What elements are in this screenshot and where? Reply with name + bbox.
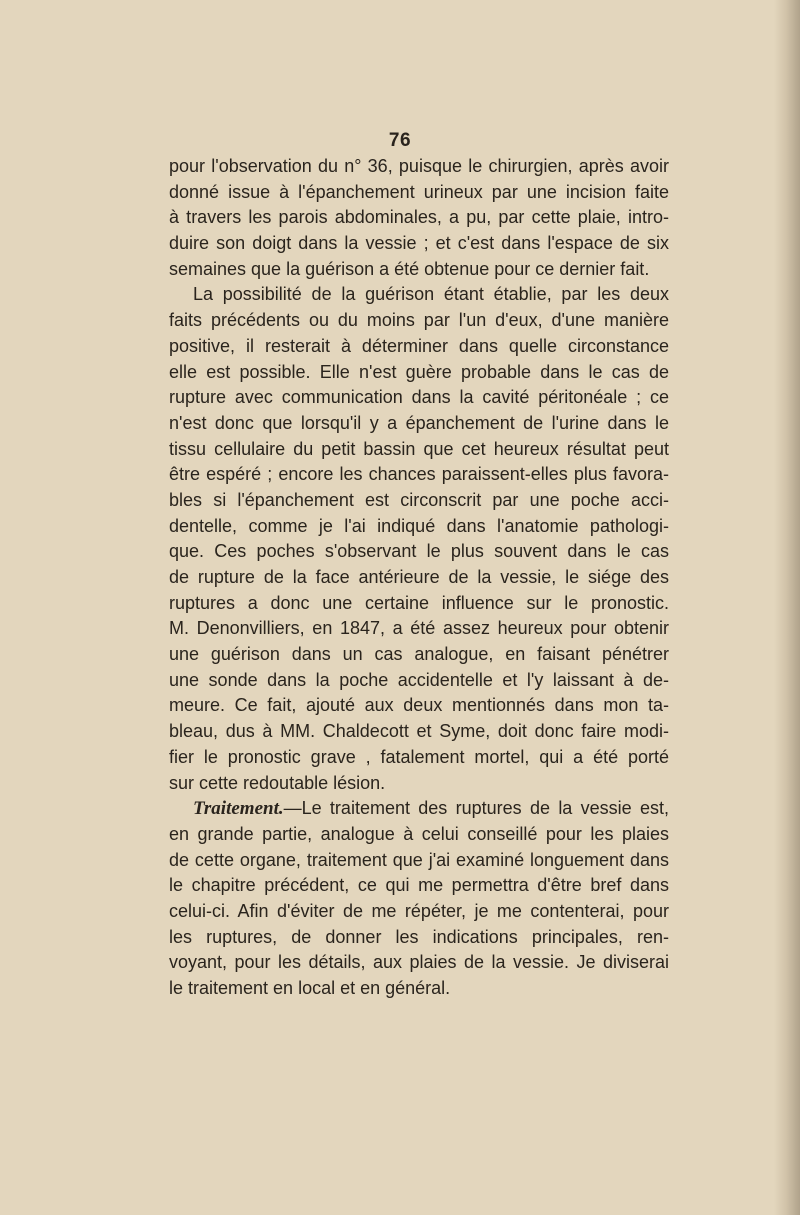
text-line: rupture avec communication dans la cavité péritonéale ; ce	[169, 387, 669, 408]
text-line: donné issue à l'épanchement urineux par une incision faite	[169, 181, 669, 202]
text-line: sur cette redoutable lésion.	[169, 772, 386, 793]
text-line: bleau, dus à MM. Chaldecott et Syme, doit donc faire modi-	[169, 721, 669, 742]
paragraph	[169, 154, 669, 282]
text-line: duire son doigt dans la vessie ; et c'est dans l'espace de six	[169, 233, 669, 254]
text-line: M. Denonvilliers, en 1847, a été assez heureux pour obtenir	[169, 618, 669, 639]
text-line: faits précédents ou du moins par l'un d'eux, d'une manière	[169, 310, 669, 331]
text-line: de cette organe, traitement que j'ai examiné longuement dans	[169, 849, 669, 870]
text-line: ruptures a donc une certaine influence sur le pronostic.	[169, 592, 669, 613]
text-line: bles si l'épanchement est circonscrit par une poche acci-	[169, 489, 669, 510]
text-line: une sonde dans la poche accidentelle et l'y laissant à de-	[169, 669, 669, 690]
text-line: de rupture de la face antérieure de la vessie, le siége des	[169, 567, 669, 587]
text-line: positive, il resterait à déterminer dans quelle circonstance	[169, 335, 669, 356]
text-line: fier le pronostic grave , fatalement mortel, qui a été porté	[169, 746, 669, 767]
text-line	[169, 796, 669, 822]
text-line: meure. Ce fait, ajouté aux deux mentionnés dans mon ta-	[169, 695, 669, 716]
text-line: les ruptures, de donner les indications principales, ren-	[169, 926, 669, 947]
paragraph	[169, 796, 669, 1002]
section-label: Traitement.	[193, 798, 284, 820]
page-edge-shadow	[774, 0, 800, 1215]
text-line: être espéré ; encore les chances paraissent-elles plus favora-	[169, 464, 669, 485]
text-line: celui-ci. Afin d'éviter de me répéter, je me contenterai, pour	[169, 900, 669, 921]
text-line: à travers les parois abdominales, a pu, par cette plaie, intro-	[169, 207, 669, 228]
text-line: le chapitre précédent, ce qui me permettra d'être bref dans	[169, 875, 669, 896]
text-line: tissu cellulaire du petit bassin que cet heureux résultat peut	[169, 438, 669, 459]
text-line: n'est donc que lorsqu'il y a épanchement de l'urine dans le	[169, 412, 669, 433]
page-number: 76	[388, 130, 412, 151]
text-line: La possibilité de la guérison étant établie, par les deux	[193, 284, 669, 305]
text-fragment: —Le traitement des ruptures de la vessie est,	[283, 798, 669, 819]
body-text	[169, 154, 669, 1002]
text-line: le traitement en local et en général.	[169, 978, 451, 998]
text-line: en grande partie, analogue à celui conseillé pour les plaies	[169, 823, 669, 844]
text-line: dentelle, comme je l'ai indiqué dans l'anatomie pathologi-	[169, 515, 669, 536]
text-line: que. Ces poches s'observant le plus souvent dans le cas	[169, 541, 669, 562]
paragraph	[169, 282, 669, 796]
text-line: voyant, pour les détails, aux plaies de la vessie. Je diviserai	[169, 952, 669, 973]
text-line: pour l'observation du n° 36, puisque le chirurgien, après avoir	[169, 156, 669, 176]
text-line: elle est possible. Elle n'est guère probable dans le cas de	[169, 361, 669, 382]
text-line: semaines que la guérison a été obtenue pour ce dernier fait.	[169, 258, 650, 279]
text-line: une guérison dans un cas analogue, en faisant pénétrer	[169, 644, 669, 665]
